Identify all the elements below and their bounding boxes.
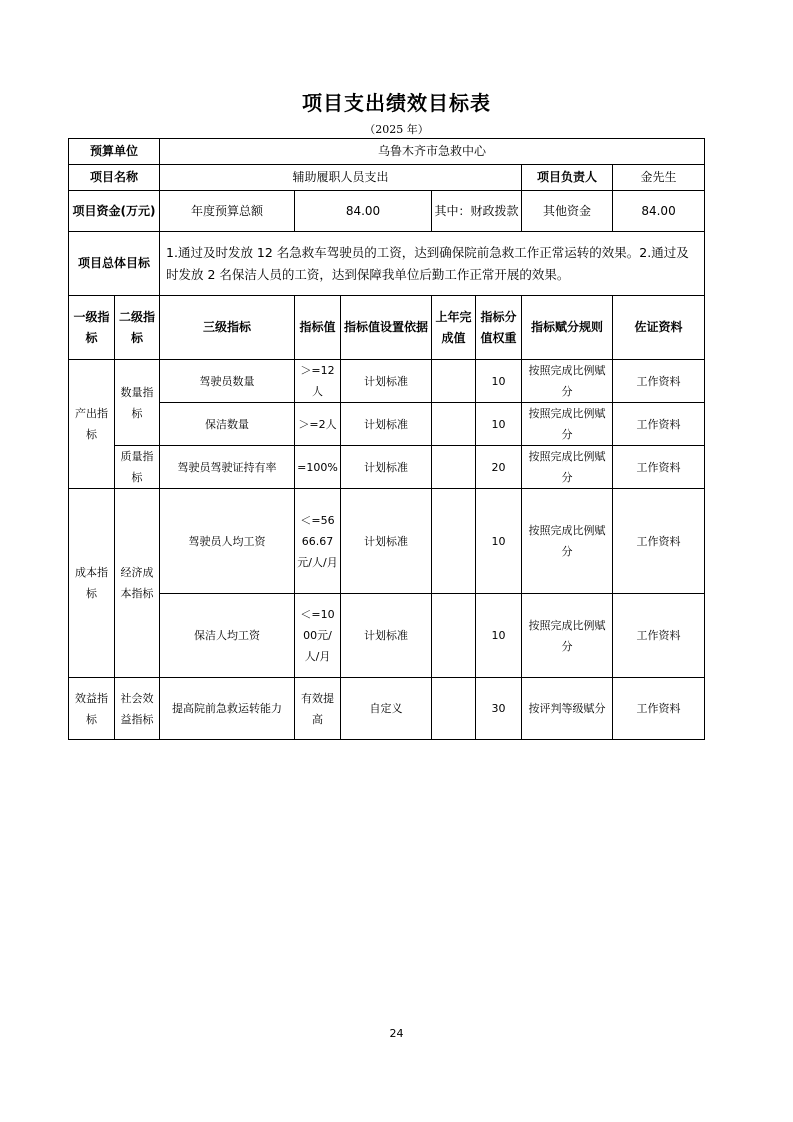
basis-cell: 计划标准: [341, 360, 432, 403]
row-overall-goal: [69, 232, 705, 296]
weight-cell: 30: [476, 678, 522, 740]
level2-social-benefit: 社会效益指标: [115, 678, 160, 740]
level2-quantity: 数量指标: [115, 360, 160, 446]
evidence-cell: 工作资料: [613, 489, 705, 594]
header-level1: 一级指标: [69, 296, 115, 360]
indicator-value-cell: =100%: [295, 446, 341, 489]
evidence-cell: 工作资料: [613, 360, 705, 403]
header-value: 指标值: [295, 296, 341, 360]
indicator-value-cell: ＜=5666.67元/人/月: [295, 489, 341, 594]
prev-value-cell: [432, 446, 476, 489]
table-row: [69, 446, 705, 489]
level2-economic-cost: 经济成本指标: [115, 489, 160, 678]
weight-cell: 20: [476, 446, 522, 489]
value-other-funds: 84.00: [613, 191, 705, 232]
row-funding: [69, 191, 705, 232]
level3-cell: 驾驶员驾驶证持有率: [160, 446, 295, 489]
prev-value-cell: [432, 489, 476, 594]
weight-cell: 10: [476, 489, 522, 594]
prev-value-cell: [432, 678, 476, 740]
level3-cell: 保洁数量: [160, 403, 295, 446]
level2-quality: 质量指标: [115, 446, 160, 489]
prev-value-cell: [432, 594, 476, 678]
prev-value-cell: [432, 360, 476, 403]
indicator-value-cell: ＞=12人: [295, 360, 341, 403]
level3-cell: 保洁人均工资: [160, 594, 295, 678]
basis-cell: 计划标准: [341, 403, 432, 446]
label-project-lead: 项目负责人: [522, 165, 613, 191]
label-budget-unit: 预算单位: [69, 139, 160, 165]
prev-value-cell: [432, 403, 476, 446]
level1-output: 产出指标: [69, 360, 115, 489]
label-fiscal: 其中：财政拨款: [432, 191, 522, 232]
indicator-value-cell: ＜=1000元/人/月: [295, 594, 341, 678]
rule-cell: 按评判等级赋分: [522, 678, 613, 740]
label-annual-budget: 年度预算总额: [160, 191, 295, 232]
row-project-name: [69, 165, 705, 191]
level3-cell: 提高院前急救运转能力: [160, 678, 295, 740]
basis-cell: 计划标准: [341, 446, 432, 489]
level1-benefit: 效益指标: [69, 678, 115, 740]
table-row: [69, 360, 705, 403]
label-overall-goal: 项目总体目标: [69, 232, 160, 296]
rule-cell: 按照完成比例赋分: [522, 446, 613, 489]
indicator-value-cell: 有效提高: [295, 678, 341, 740]
rule-cell: 按照完成比例赋分: [522, 594, 613, 678]
basis-cell: 自定义: [341, 678, 432, 740]
weight-cell: 10: [476, 594, 522, 678]
table-row: [69, 489, 705, 594]
indicator-value-cell: ＞=2人: [295, 403, 341, 446]
header-evidence: 佐证资料: [613, 296, 705, 360]
header-level3: 三级指标: [160, 296, 295, 360]
page-number: 24: [389, 1027, 404, 1040]
label-project-name: 项目名称: [69, 165, 160, 191]
label-funding: 项目资金(万元): [69, 191, 160, 232]
value-budget-unit: 乌鲁木齐市急救中心: [160, 139, 705, 165]
weight-cell: 10: [476, 403, 522, 446]
value-project-lead: 金先生: [613, 165, 705, 191]
table-row: [69, 678, 705, 740]
evidence-cell: 工作资料: [613, 403, 705, 446]
evidence-cell: 工作资料: [613, 678, 705, 740]
header-level2: 二级指标: [115, 296, 160, 360]
level3-cell: 驾驶员人均工资: [160, 489, 295, 594]
table-row: [69, 594, 705, 678]
value-project-name: 辅助履职人员支出: [160, 165, 522, 191]
basis-cell: 计划标准: [341, 489, 432, 594]
year-label: （2025 年）: [364, 123, 429, 136]
row-budget-unit: [69, 139, 705, 165]
label-other-funds: 其他资金: [522, 191, 613, 232]
weight-cell: 10: [476, 360, 522, 403]
table-row: [69, 403, 705, 446]
header-prev: 上年完成值: [432, 296, 476, 360]
value-annual-budget: 84.00: [295, 191, 432, 232]
value-overall-goal: 1.通过及时发放 12 名急救车驾驶员的工资，达到确保院前急救工作正常运转的效果。2.通过及时发放 2 名保洁人员的工资，达到保障我单位后勤工作正常开展的效果。: [160, 232, 705, 296]
indicator-header-row: [69, 296, 705, 360]
evidence-cell: 工作资料: [613, 594, 705, 678]
rule-cell: 按照完成比例赋分: [522, 489, 613, 594]
page-title: 项目支出绩效目标表: [302, 91, 491, 115]
level3-cell: 驾驶员数量: [160, 360, 295, 403]
evidence-cell: 工作资料: [613, 446, 705, 489]
header-basis: 指标值设置依据: [341, 296, 432, 360]
basis-cell: 计划标准: [341, 594, 432, 678]
performance-table: [68, 138, 705, 740]
header-weight: 指标分值权重: [476, 296, 522, 360]
rule-cell: 按照完成比例赋分: [522, 403, 613, 446]
rule-cell: 按照完成比例赋分: [522, 360, 613, 403]
level1-cost: 成本指标: [69, 489, 115, 678]
header-rule: 指标赋分规则: [522, 296, 613, 360]
